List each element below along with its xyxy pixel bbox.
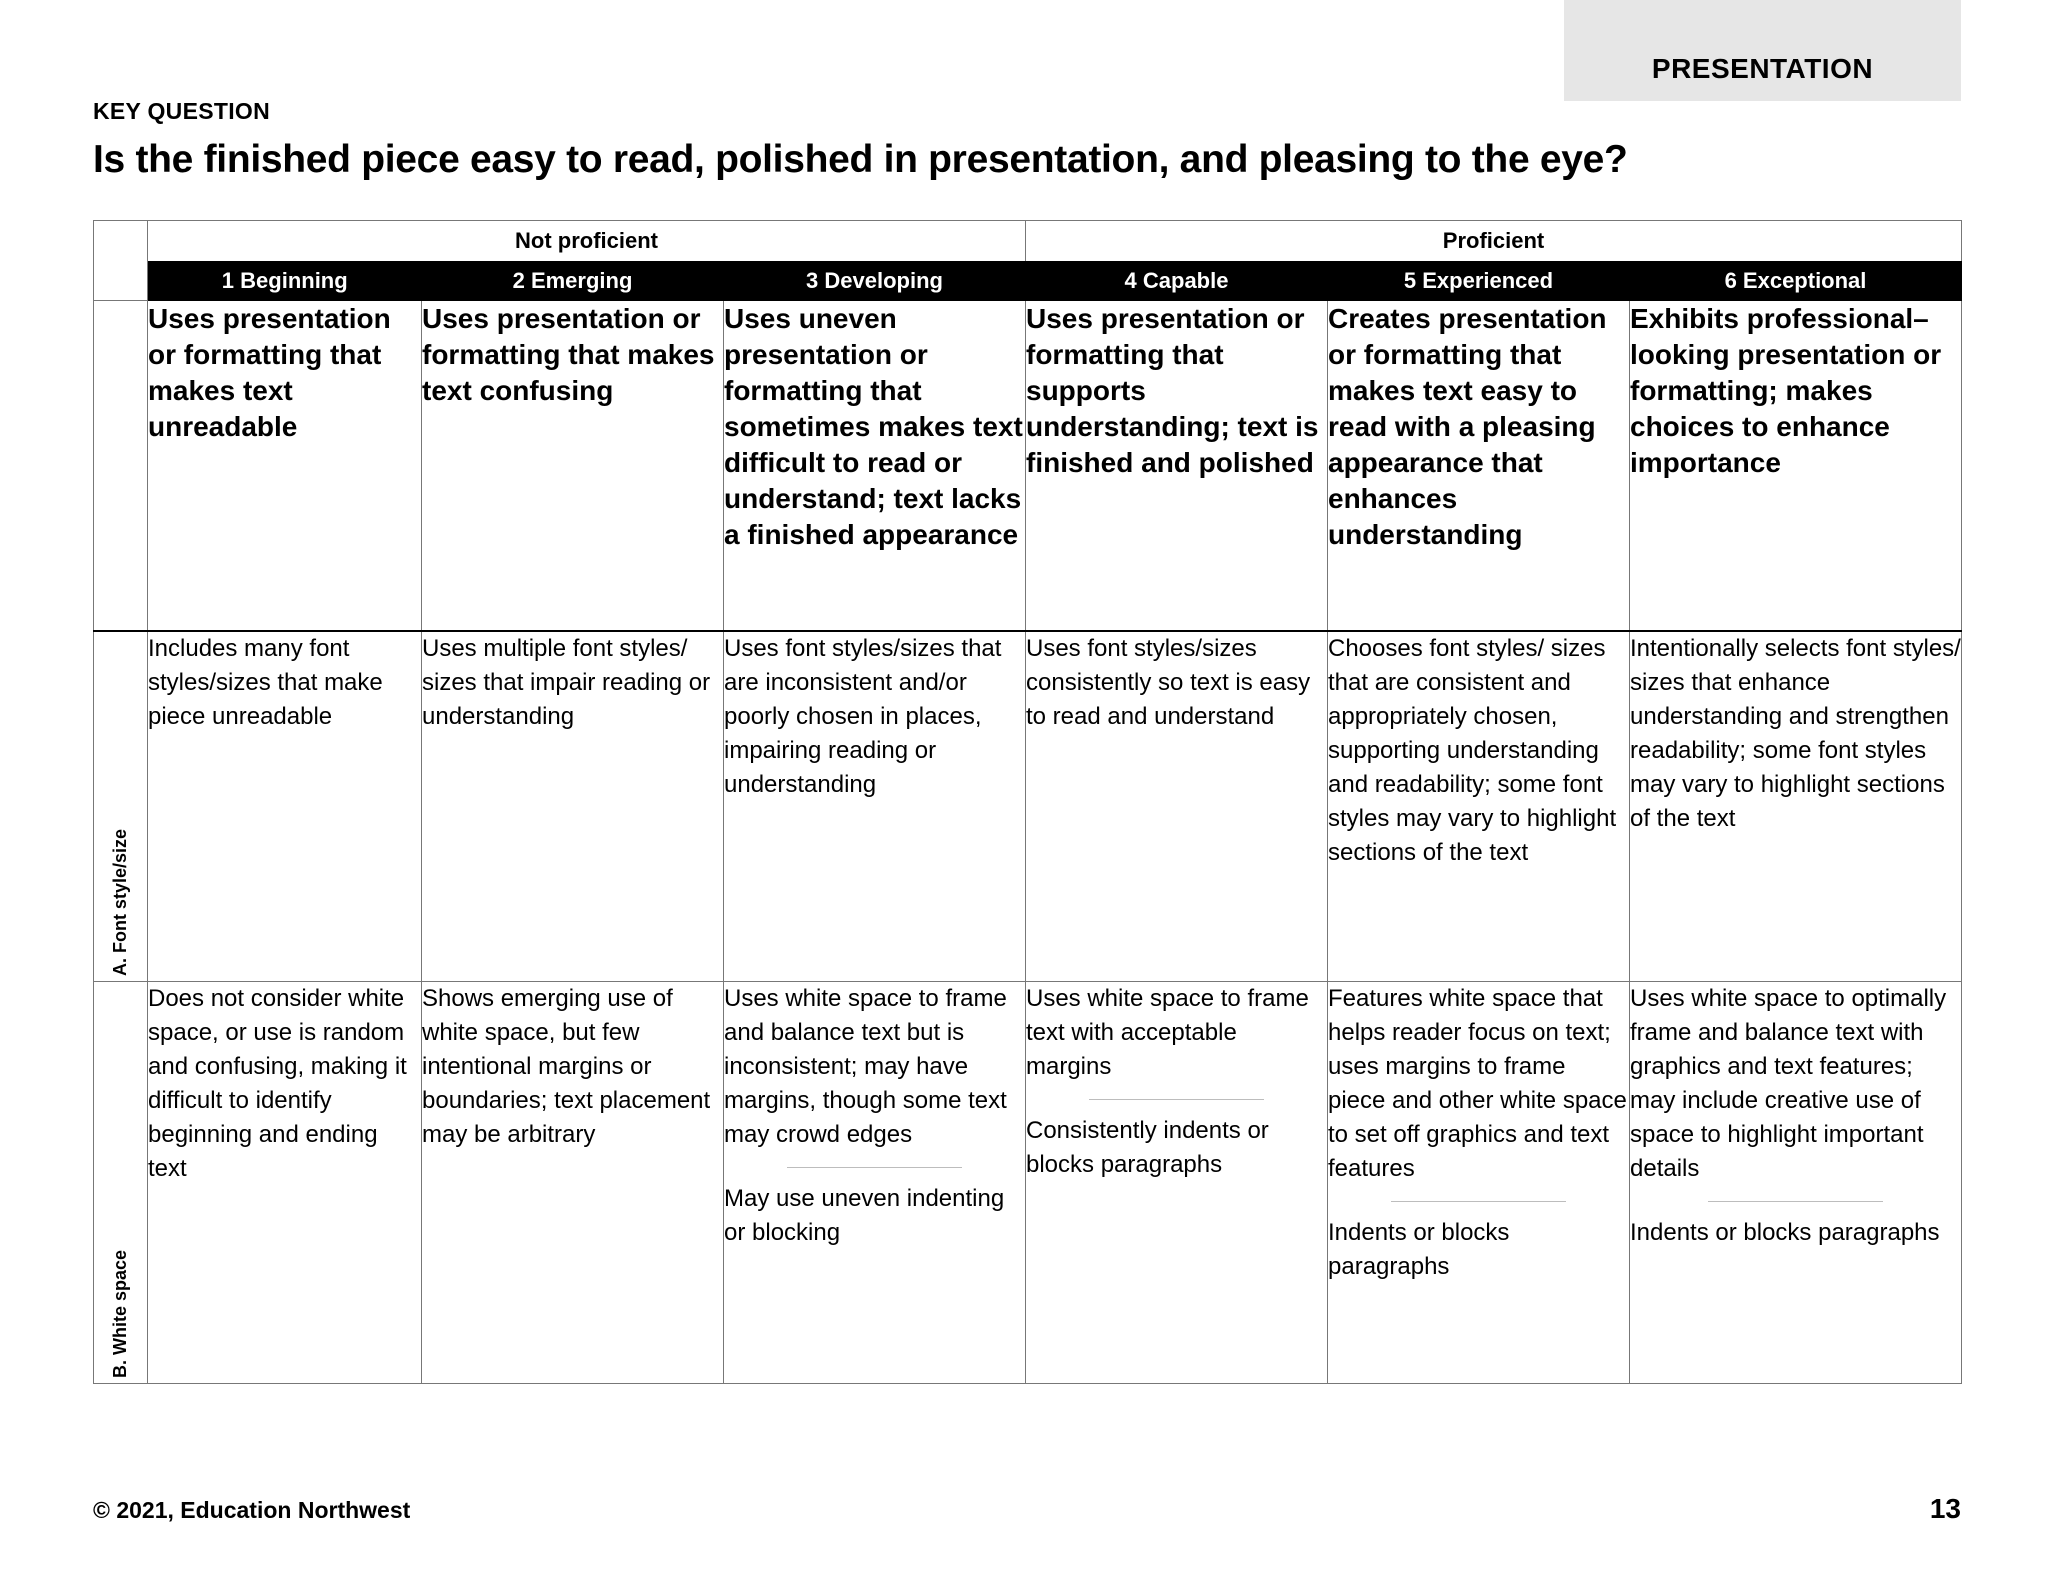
white-space-row xyxy=(94,982,1962,1384)
white-space-text: Uses white space to optimally frame and balance text with graphics and text features; may include creative use of space to highlight important details xyxy=(1630,985,1947,1182)
corner-cell xyxy=(94,221,148,301)
font-style-row xyxy=(94,631,1962,982)
font-level-6: Intentionally selects font styles/ sizes that enhance understanding and strengthen readability; some font styles may vary to highlight sections of the text xyxy=(1630,631,1962,982)
level-header-3: 3 Developing xyxy=(724,261,1026,301)
font-level-3: Uses font styles/sizes that are inconsistent and/or poorly chosen in places, impairing reading or understanding xyxy=(724,631,1026,982)
section-tab xyxy=(1564,0,1961,101)
summary-level-6: Exhibits professional–looking presentation or formatting; makes choices to enhance importance xyxy=(1630,301,1962,631)
white-space-level-1 xyxy=(148,982,422,1384)
white-space-text: Indents or blocks paragraphs xyxy=(1630,1219,1940,1246)
band-not-proficient: Not proficient xyxy=(148,221,1026,261)
white-space-text: Shows emerging use of white space, but few intentional margins or boundaries; text placement may be arbitrary xyxy=(422,985,711,1148)
white-space-level-4 xyxy=(1026,982,1328,1384)
summary-level-2: Uses presentation or formatting that makes text confusing xyxy=(422,301,724,631)
key-question-text: Is the finished piece easy to read, polished in presentation, and pleasing to the eye? xyxy=(93,138,1628,181)
font-level-5: Chooses font styles/ sizes that are consistent and appropriately chosen, supporting understanding and readability; some font styles may vary to highlight sections of the text xyxy=(1328,631,1630,982)
summary-row xyxy=(94,301,1962,631)
level-header-2: 2 Emerging xyxy=(422,261,724,301)
page-number: 13 xyxy=(1929,1493,1961,1524)
key-question-label: KEY QUESTION xyxy=(93,98,270,124)
white-space-row-label-cell xyxy=(94,982,148,1384)
white-space-text: May use uneven indenting or blocking xyxy=(724,1185,1005,1246)
summary-side-cell xyxy=(94,301,148,631)
section-tab-label: PRESENTATION xyxy=(1651,53,1874,84)
white-space-text: Consistently indents or blocks paragraphs xyxy=(1026,1117,1269,1178)
summary-level-5: Creates presentation or formatting that makes text easy to read with a pleasing appearance that enhances understanding xyxy=(1328,301,1630,631)
summary-level-4: Uses presentation or formatting that supports understanding; text is finished and polished xyxy=(1026,301,1328,631)
white-space-text: Uses white space to frame and balance text but is inconsistent; may have margins, though some text may crowd edges xyxy=(724,985,1007,1148)
white-space-level-2 xyxy=(422,982,724,1384)
white-space-text: Indents or blocks paragraphs xyxy=(1328,1219,1510,1280)
summary-level-1: Uses presentation or formatting that makes text unreadable xyxy=(148,301,422,631)
cell-divider xyxy=(1089,1099,1264,1100)
white-space-text: Uses white space to frame text with acceptable margins xyxy=(1026,985,1309,1080)
cell-divider xyxy=(787,1167,962,1168)
font-style-row-label-cell xyxy=(94,631,148,982)
font-level-4: Uses font styles/sizes consistently so text is easy to read and understand xyxy=(1026,631,1328,982)
white-space-level-6 xyxy=(1630,982,1962,1384)
level-header-row xyxy=(94,261,1962,301)
level-header-4: 4 Capable xyxy=(1026,261,1328,301)
level-header-6: 6 Exceptional xyxy=(1630,261,1962,301)
white-space-row-label: B. White space xyxy=(110,1249,130,1378)
copyright-text: © 2021, Education Northwest xyxy=(93,1497,411,1523)
white-space-level-3 xyxy=(724,982,1026,1384)
cell-divider xyxy=(1708,1201,1883,1202)
band-proficient: Proficient xyxy=(1026,221,1962,261)
font-level-1: Includes many font styles/sizes that make piece unreadable xyxy=(148,631,422,982)
white-space-text: Features white space that helps reader focus on text; uses margins to frame piece and other white space to set off graphics and text features xyxy=(1328,985,1627,1182)
white-space-text: Does not consider white space, or use is random and confusing, making it difficult to identify beginning and ending text xyxy=(148,985,407,1182)
band-row xyxy=(94,221,1962,261)
summary-level-3: Uses uneven presentation or formatting that sometimes makes text difficult to read or understand; text lacks a finished appearance xyxy=(724,301,1026,631)
rubric-table xyxy=(93,220,1962,1384)
level-header-1: 1 Beginning xyxy=(148,261,422,301)
white-space-level-5 xyxy=(1328,982,1630,1384)
level-header-5: 5 Experienced xyxy=(1328,261,1630,301)
font-level-2: Uses multiple font styles/ sizes that impair reading or understanding xyxy=(422,631,724,982)
font-style-row-label: A. Font style/size xyxy=(110,828,130,976)
cell-divider xyxy=(1391,1201,1566,1202)
